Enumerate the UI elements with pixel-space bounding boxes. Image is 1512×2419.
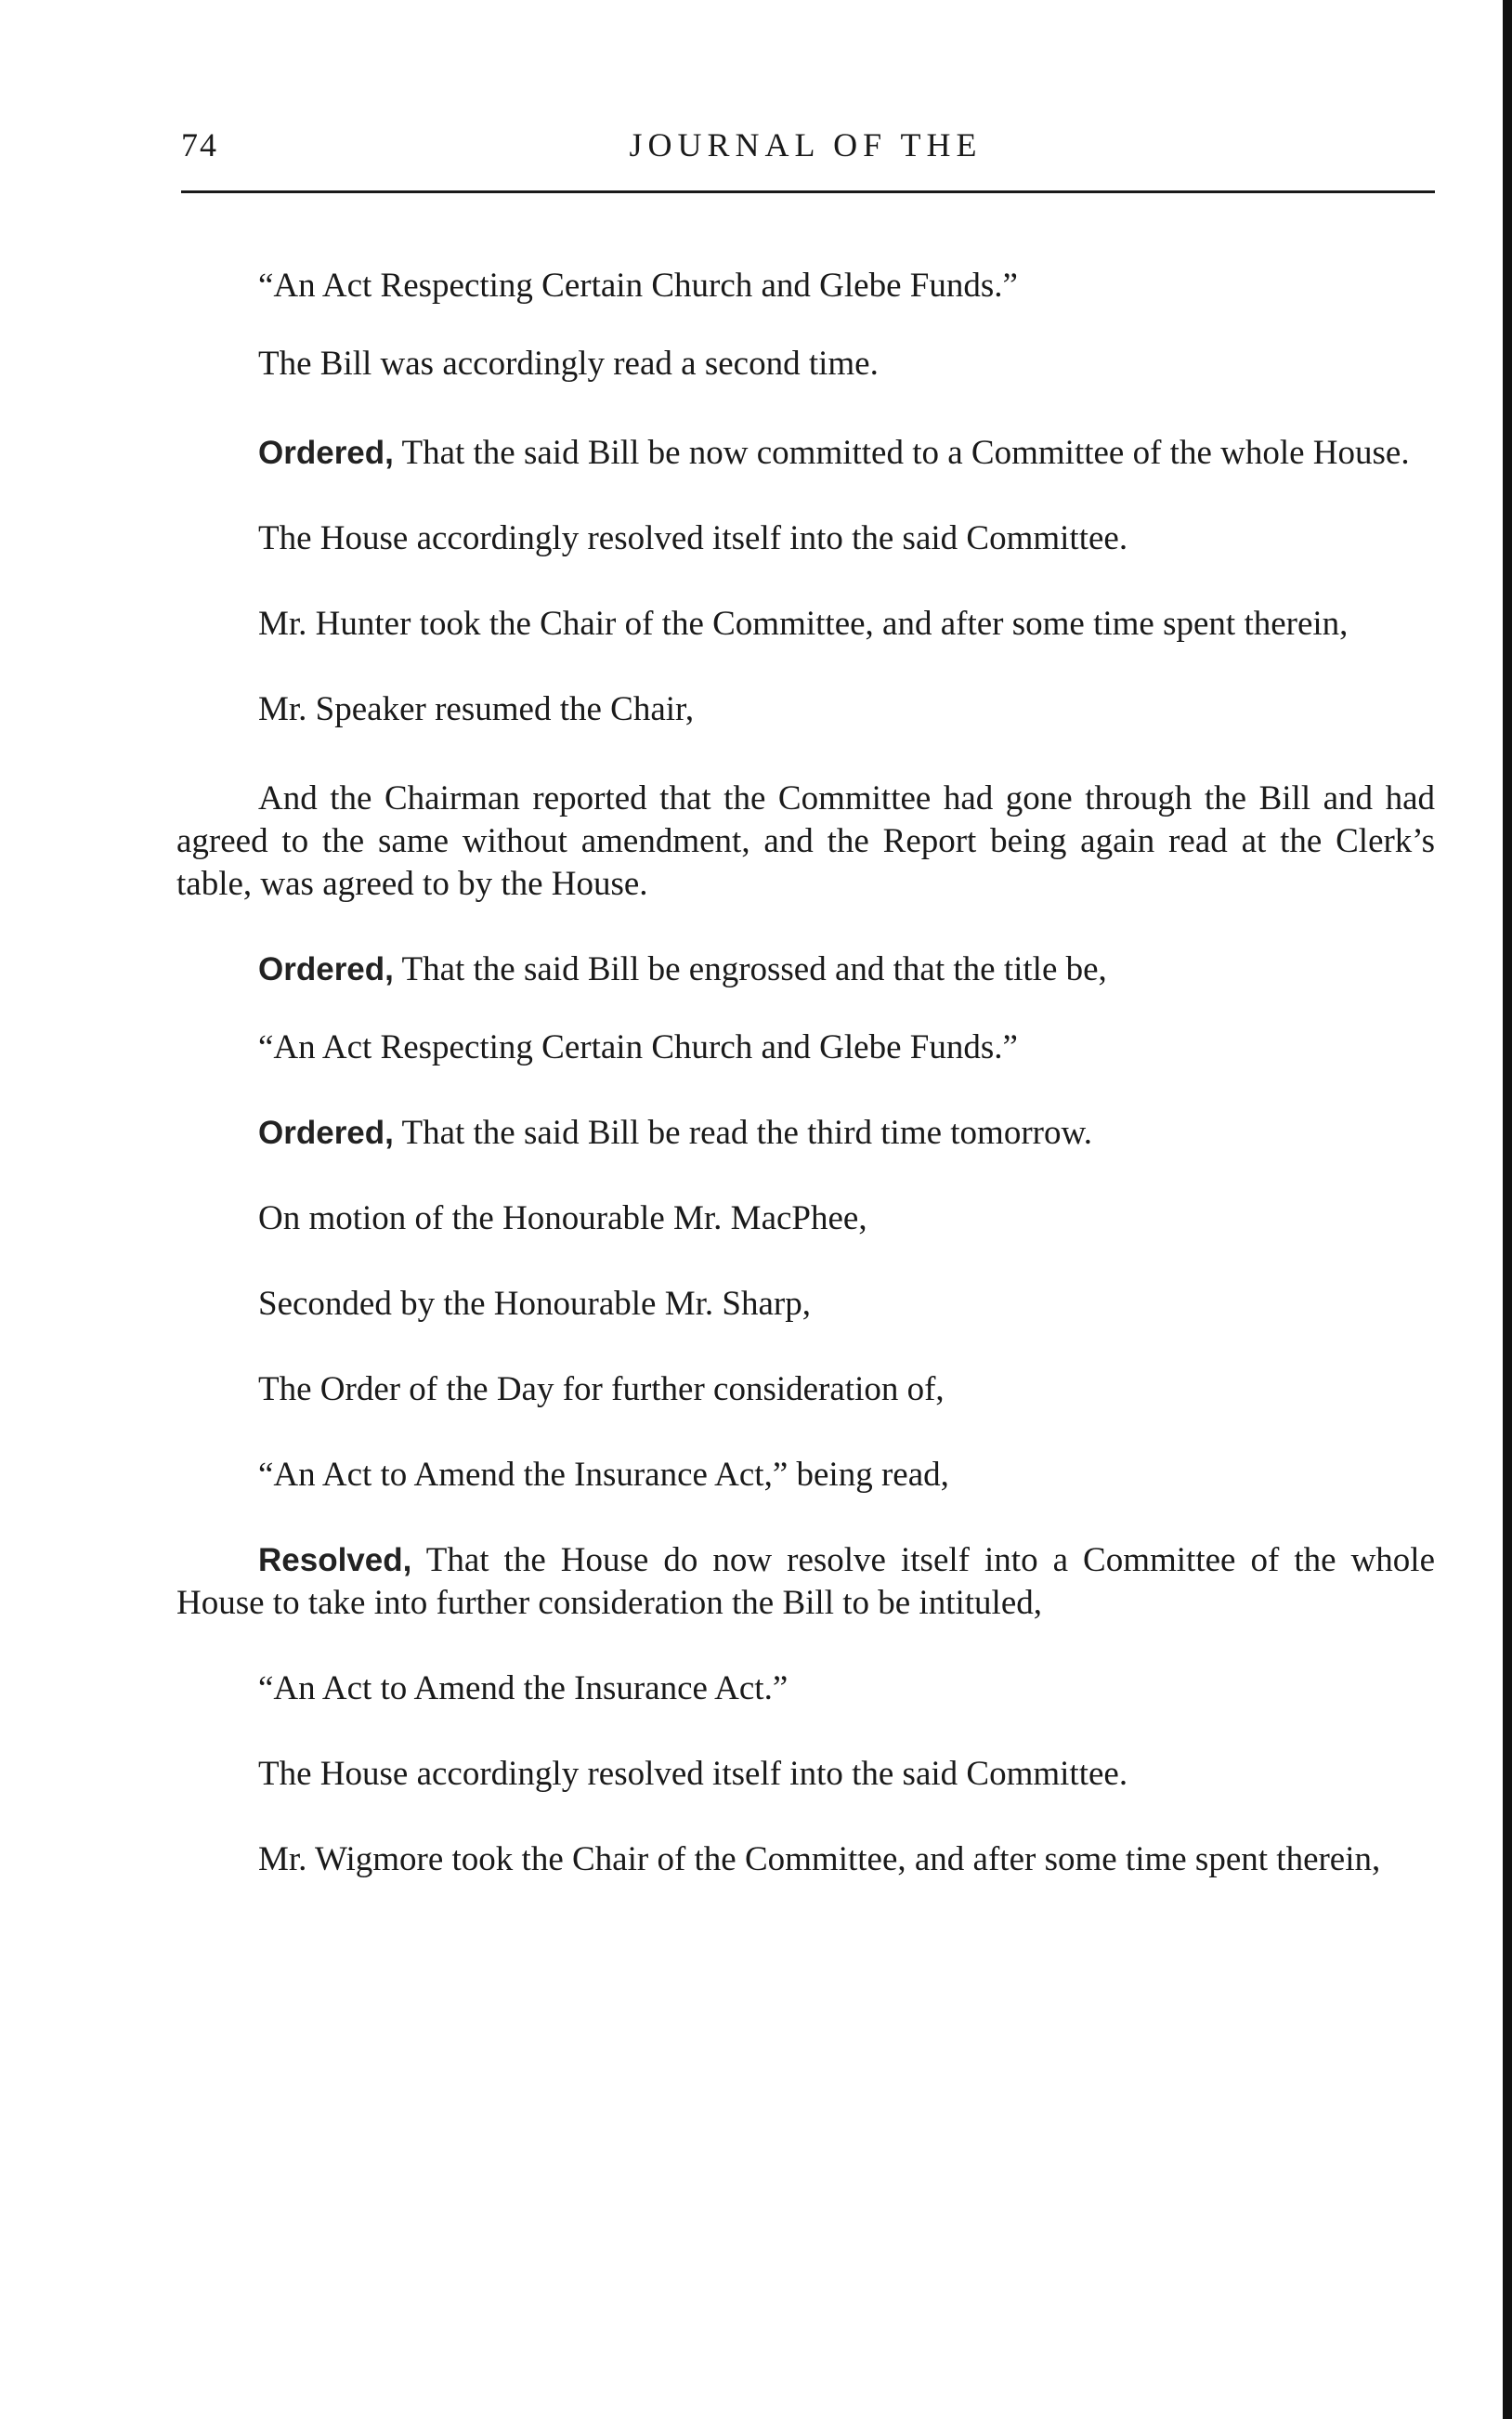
paragraph-insurance-act-title: “An Act to Amend the Insurance Act.” <box>258 1669 789 1707</box>
paragraph-speaker-resumed: Mr. Speaker resumed the Chair, <box>258 690 695 728</box>
paragraph-order-of-day: The Order of the Day for further consideration of, <box>258 1370 945 1408</box>
scan-edge <box>1503 0 1512 2419</box>
paragraph-insurance-act-read: “An Act to Amend the Insurance Act,” being read, <box>258 1456 949 1494</box>
journal-body <box>176 265 1435 1881</box>
paragraph-wigmore-chair: Mr. Wigmore took the Chair of the Committee, and after some time spent therein, <box>258 1840 1381 1878</box>
page-number: 74 <box>181 126 218 163</box>
paragraph-second-reading: The Bill was accordingly read a second time. <box>258 345 879 383</box>
paragraph-house-resolved-2: The House accordingly resolved itself into the said Committee. <box>258 1755 1128 1793</box>
paragraph-house-resolved: The House accordingly resolved itself into the said Committee. <box>258 519 1128 557</box>
running-head: JOURNAL OF THE <box>629 126 983 163</box>
paragraph-ordered-engrossed: Ordered, That the said Bill be engrossed and that the title be, <box>258 950 1107 988</box>
paragraph-bill-title: “An Act Respecting Certain Church and Glebe Funds.” <box>258 267 1018 305</box>
paragraph-hunter-chair: Mr. Hunter took the Chair of the Committee, and after some time spent therein, <box>258 605 1349 643</box>
paragraph-chairman-report: And the Chairman reported that the Committee had gone through the Bill and had agreed to the same without amendment, and the Report being again read at the Clerk’s table, was agreed to by the House. <box>176 779 1435 903</box>
paragraph-ordered-third-reading: Ordered, That the said Bill be read the third time tomorrow. <box>258 1114 1093 1152</box>
paragraph-resolved-committee: Resolved, That the House do now resolve itself into a Committee of the whole House to take into further consideration the Bill to be intituled, <box>176 1541 1435 1622</box>
paragraph-motion-macphee: On motion of the Honourable Mr. MacPhee, <box>258 1199 867 1237</box>
page-header <box>181 125 1430 190</box>
paragraph-ordered-committed: Ordered, That the said Bill be now committed to a Committee of the whole House. <box>258 434 1410 472</box>
paragraph-bill-title-repeat: “An Act Respecting Certain Church and Glebe Funds.” <box>258 1028 1018 1066</box>
header-rule <box>181 190 1435 193</box>
paragraph-seconded-sharp: Seconded by the Honourable Mr. Sharp, <box>258 1285 811 1323</box>
